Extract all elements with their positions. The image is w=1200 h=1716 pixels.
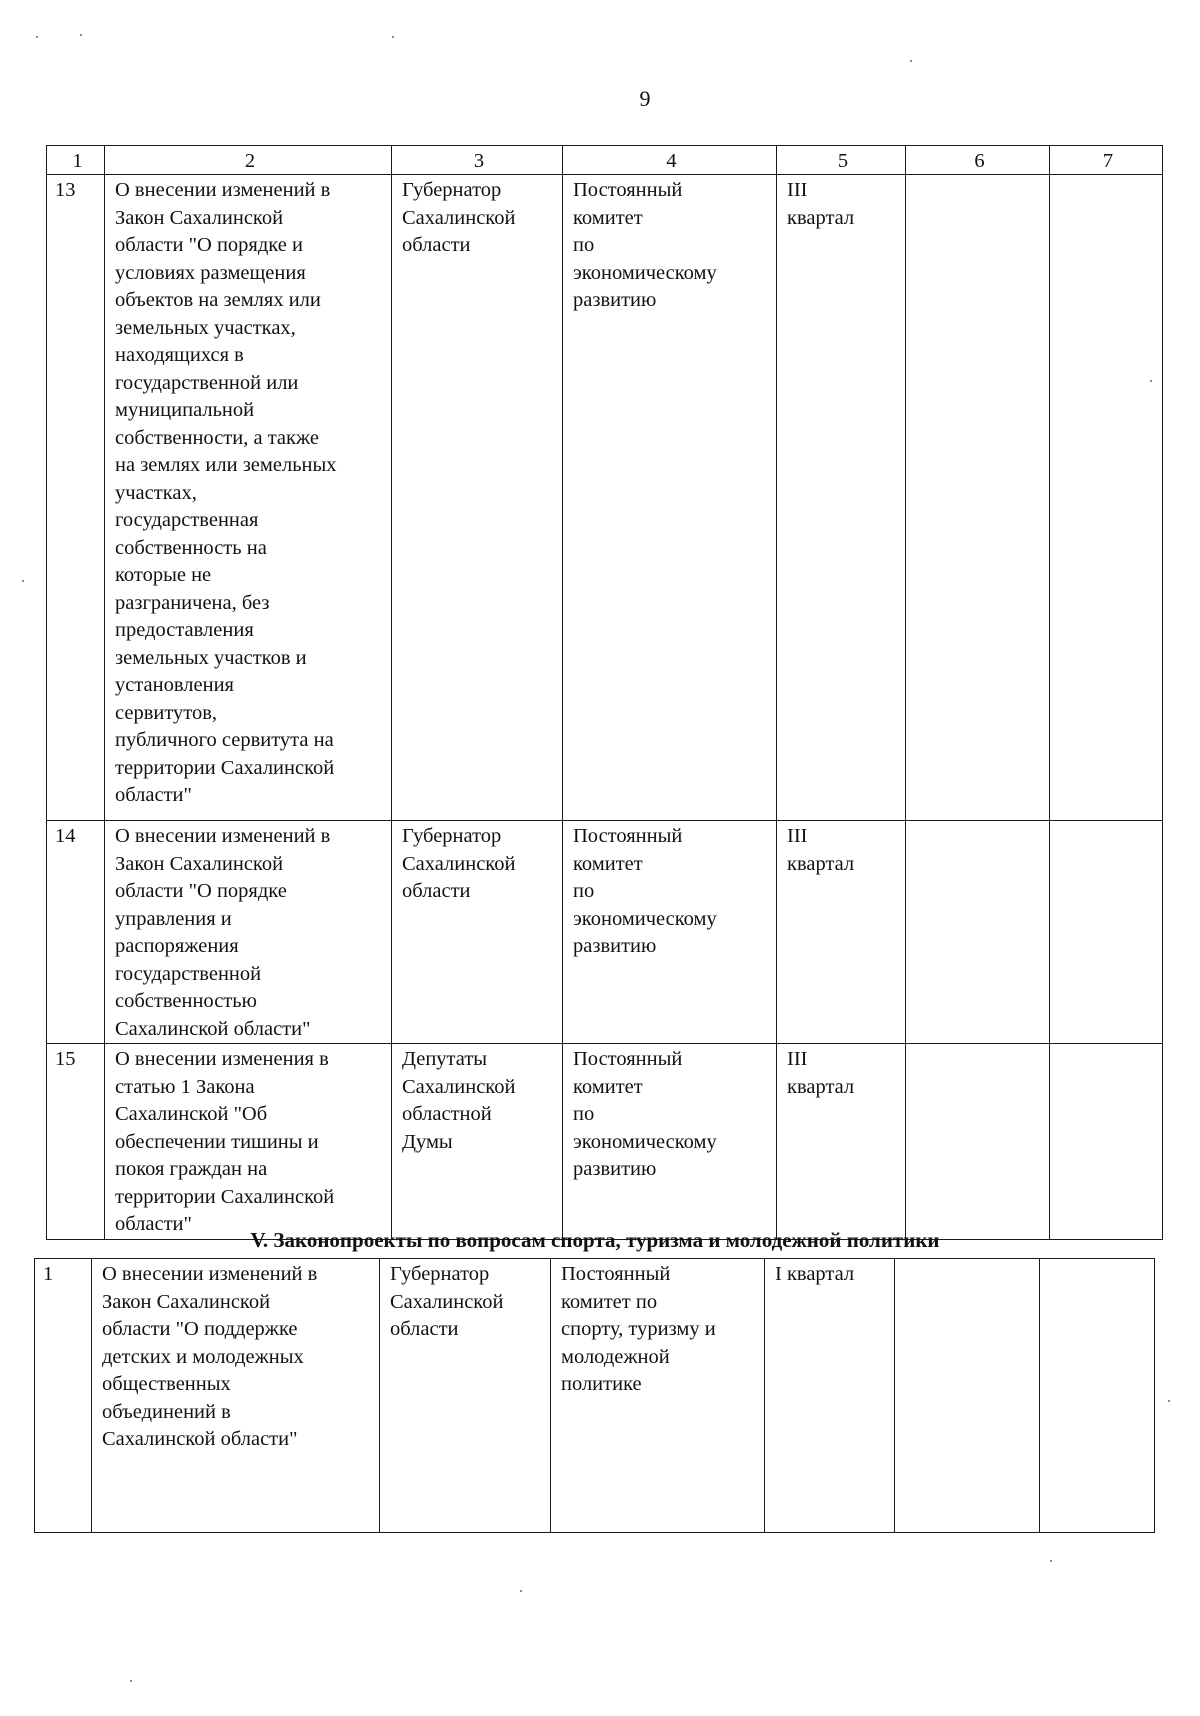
scan-speck [910, 60, 912, 62]
initiator: Губернатор Сахалинской области [392, 821, 563, 1044]
table-header-row [47, 146, 1163, 175]
initiator: Губернатор Сахалинской области [392, 175, 563, 821]
scan-speck [1150, 380, 1152, 382]
scan-speck [22, 580, 24, 582]
page-number: 9 [639, 86, 651, 111]
column-7-cell [1050, 175, 1163, 821]
initiator: Губернатор Сахалинской области [380, 1259, 551, 1533]
scan-speck [1168, 1400, 1170, 1402]
column-header: 6 [906, 146, 1050, 175]
table-row [47, 175, 1163, 821]
table-row [47, 1044, 1163, 1240]
column-6-cell [895, 1259, 1040, 1533]
scan-speck [130, 1680, 132, 1682]
responsible-committee: Постоянный комитет по экономическому развитию [563, 175, 777, 821]
initiator: Депутаты Сахалинской областной Думы [392, 1044, 563, 1240]
column-6-cell [906, 1044, 1050, 1240]
row-number: 1 [35, 1259, 92, 1533]
scan-speck [80, 34, 82, 36]
scan-speck [520, 1590, 522, 1592]
table-row [47, 821, 1163, 1044]
column-6-cell [906, 821, 1050, 1044]
column-6-cell [906, 175, 1050, 821]
responsible-committee: Постоянный комитет по экономическому развитию [563, 821, 777, 1044]
bill-title: О внесении изменений в Закон Сахалинской области "О порядке и условиях размещения объектов на землях или земельных участках, находящихся в государственной или муниципальной собственности, а также на землях или земельных участках, государственная собственность на которые не разграничена, без предоставления земельных участков и установления сервитутов, публичного сервитута на территории Сахалинской области" [105, 175, 392, 821]
scan-speck [392, 36, 394, 38]
row-number: 14 [47, 821, 105, 1044]
section-heading: V. Законопроекты по вопросам спорта, туризма и молодежной политики [250, 1228, 940, 1252]
bill-title: О внесении изменений в Закон Сахалинской области "О поддержке детских и молодежных общественных объединений в Сахалинской области" [92, 1259, 380, 1533]
column-header: 3 [392, 146, 563, 175]
scan-speck [36, 36, 38, 38]
column-header: 7 [1050, 146, 1163, 175]
bill-title: О внесении изменений в Закон Сахалинской области "О порядке управления и распоряжения государственной собственностью Сахалинской области" [105, 821, 392, 1044]
row-number: 13 [47, 175, 105, 821]
scan-speck [1050, 1560, 1052, 1562]
column-7-cell [1040, 1259, 1155, 1533]
column-header: 2 [105, 146, 392, 175]
responsible-committee: Постоянный комитет по спорту, туризму и молодежной политике [551, 1259, 765, 1533]
column-header: 5 [777, 146, 906, 175]
deadline: III квартал [777, 821, 906, 1044]
table-row [35, 1259, 1155, 1533]
row-number: 15 [47, 1044, 105, 1240]
responsible-committee: Постоянный комитет по экономическому развитию [563, 1044, 777, 1240]
deadline: I квартал [765, 1259, 895, 1533]
column-7-cell [1050, 1044, 1163, 1240]
legislation-table [46, 145, 1163, 1240]
deadline: III квартал [777, 1044, 906, 1240]
deadline: III квартал [777, 175, 906, 821]
bill-title: О внесении изменения в статью 1 Закона Сахалинской "Об обеспечении тишины и покоя граждан на территории Сахалинской области" [105, 1044, 392, 1240]
column-7-cell [1050, 821, 1163, 1044]
section-v-table [34, 1258, 1155, 1533]
column-header: 1 [47, 146, 105, 175]
column-header: 4 [563, 146, 777, 175]
